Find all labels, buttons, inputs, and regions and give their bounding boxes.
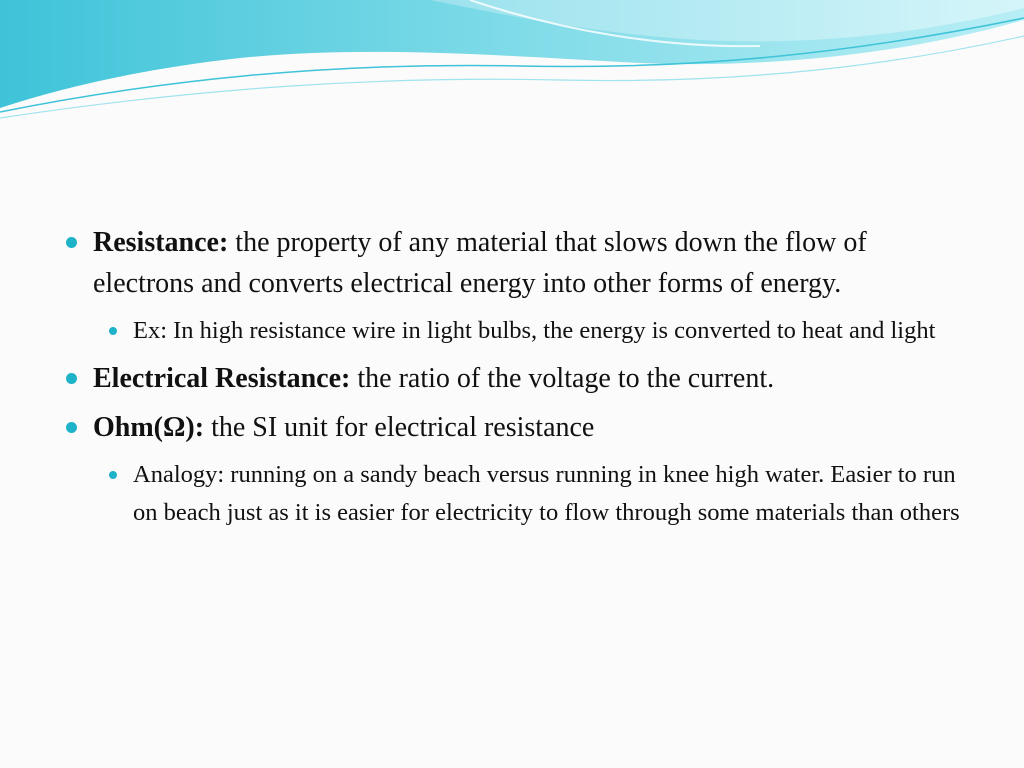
sub-bullet-dot-icon xyxy=(109,471,117,479)
bullet-electrical-resistance xyxy=(62,358,962,399)
wave-header-decoration xyxy=(0,0,1024,130)
bullet-resistance xyxy=(62,222,962,304)
sub-bullet-example xyxy=(93,312,962,350)
sub-bullet-dot-icon xyxy=(109,327,117,335)
definition-text: the SI unit for electrical resistance xyxy=(204,412,595,443)
bullet-dot-icon xyxy=(66,237,77,248)
sub-bullet-text: Ex: In high resistance wire in light bulbs, the energy is converted to heat and light xyxy=(133,317,936,344)
slide-body xyxy=(62,222,962,540)
term-label: Ohm(Ω): xyxy=(93,412,205,443)
bullet-ohm xyxy=(62,407,962,448)
bullet-dot-icon xyxy=(66,373,77,384)
term-label: Electrical Resistance: xyxy=(93,363,351,394)
definition-text: the property of any material that slows down the flow of electrons and converts electrical energy into other forms of energy. xyxy=(93,227,867,299)
term-label: Resistance: xyxy=(93,227,229,258)
sub-bullet-text: Analogy: running on a sandy beach versus running in knee high water. Easier to run on beach just as it is easier for electricity to flow through some materials than others xyxy=(133,461,960,526)
definition-text: the ratio of the voltage to the current. xyxy=(350,363,775,394)
sub-bullet-analogy xyxy=(93,456,962,532)
bullet-dot-icon xyxy=(66,422,77,433)
